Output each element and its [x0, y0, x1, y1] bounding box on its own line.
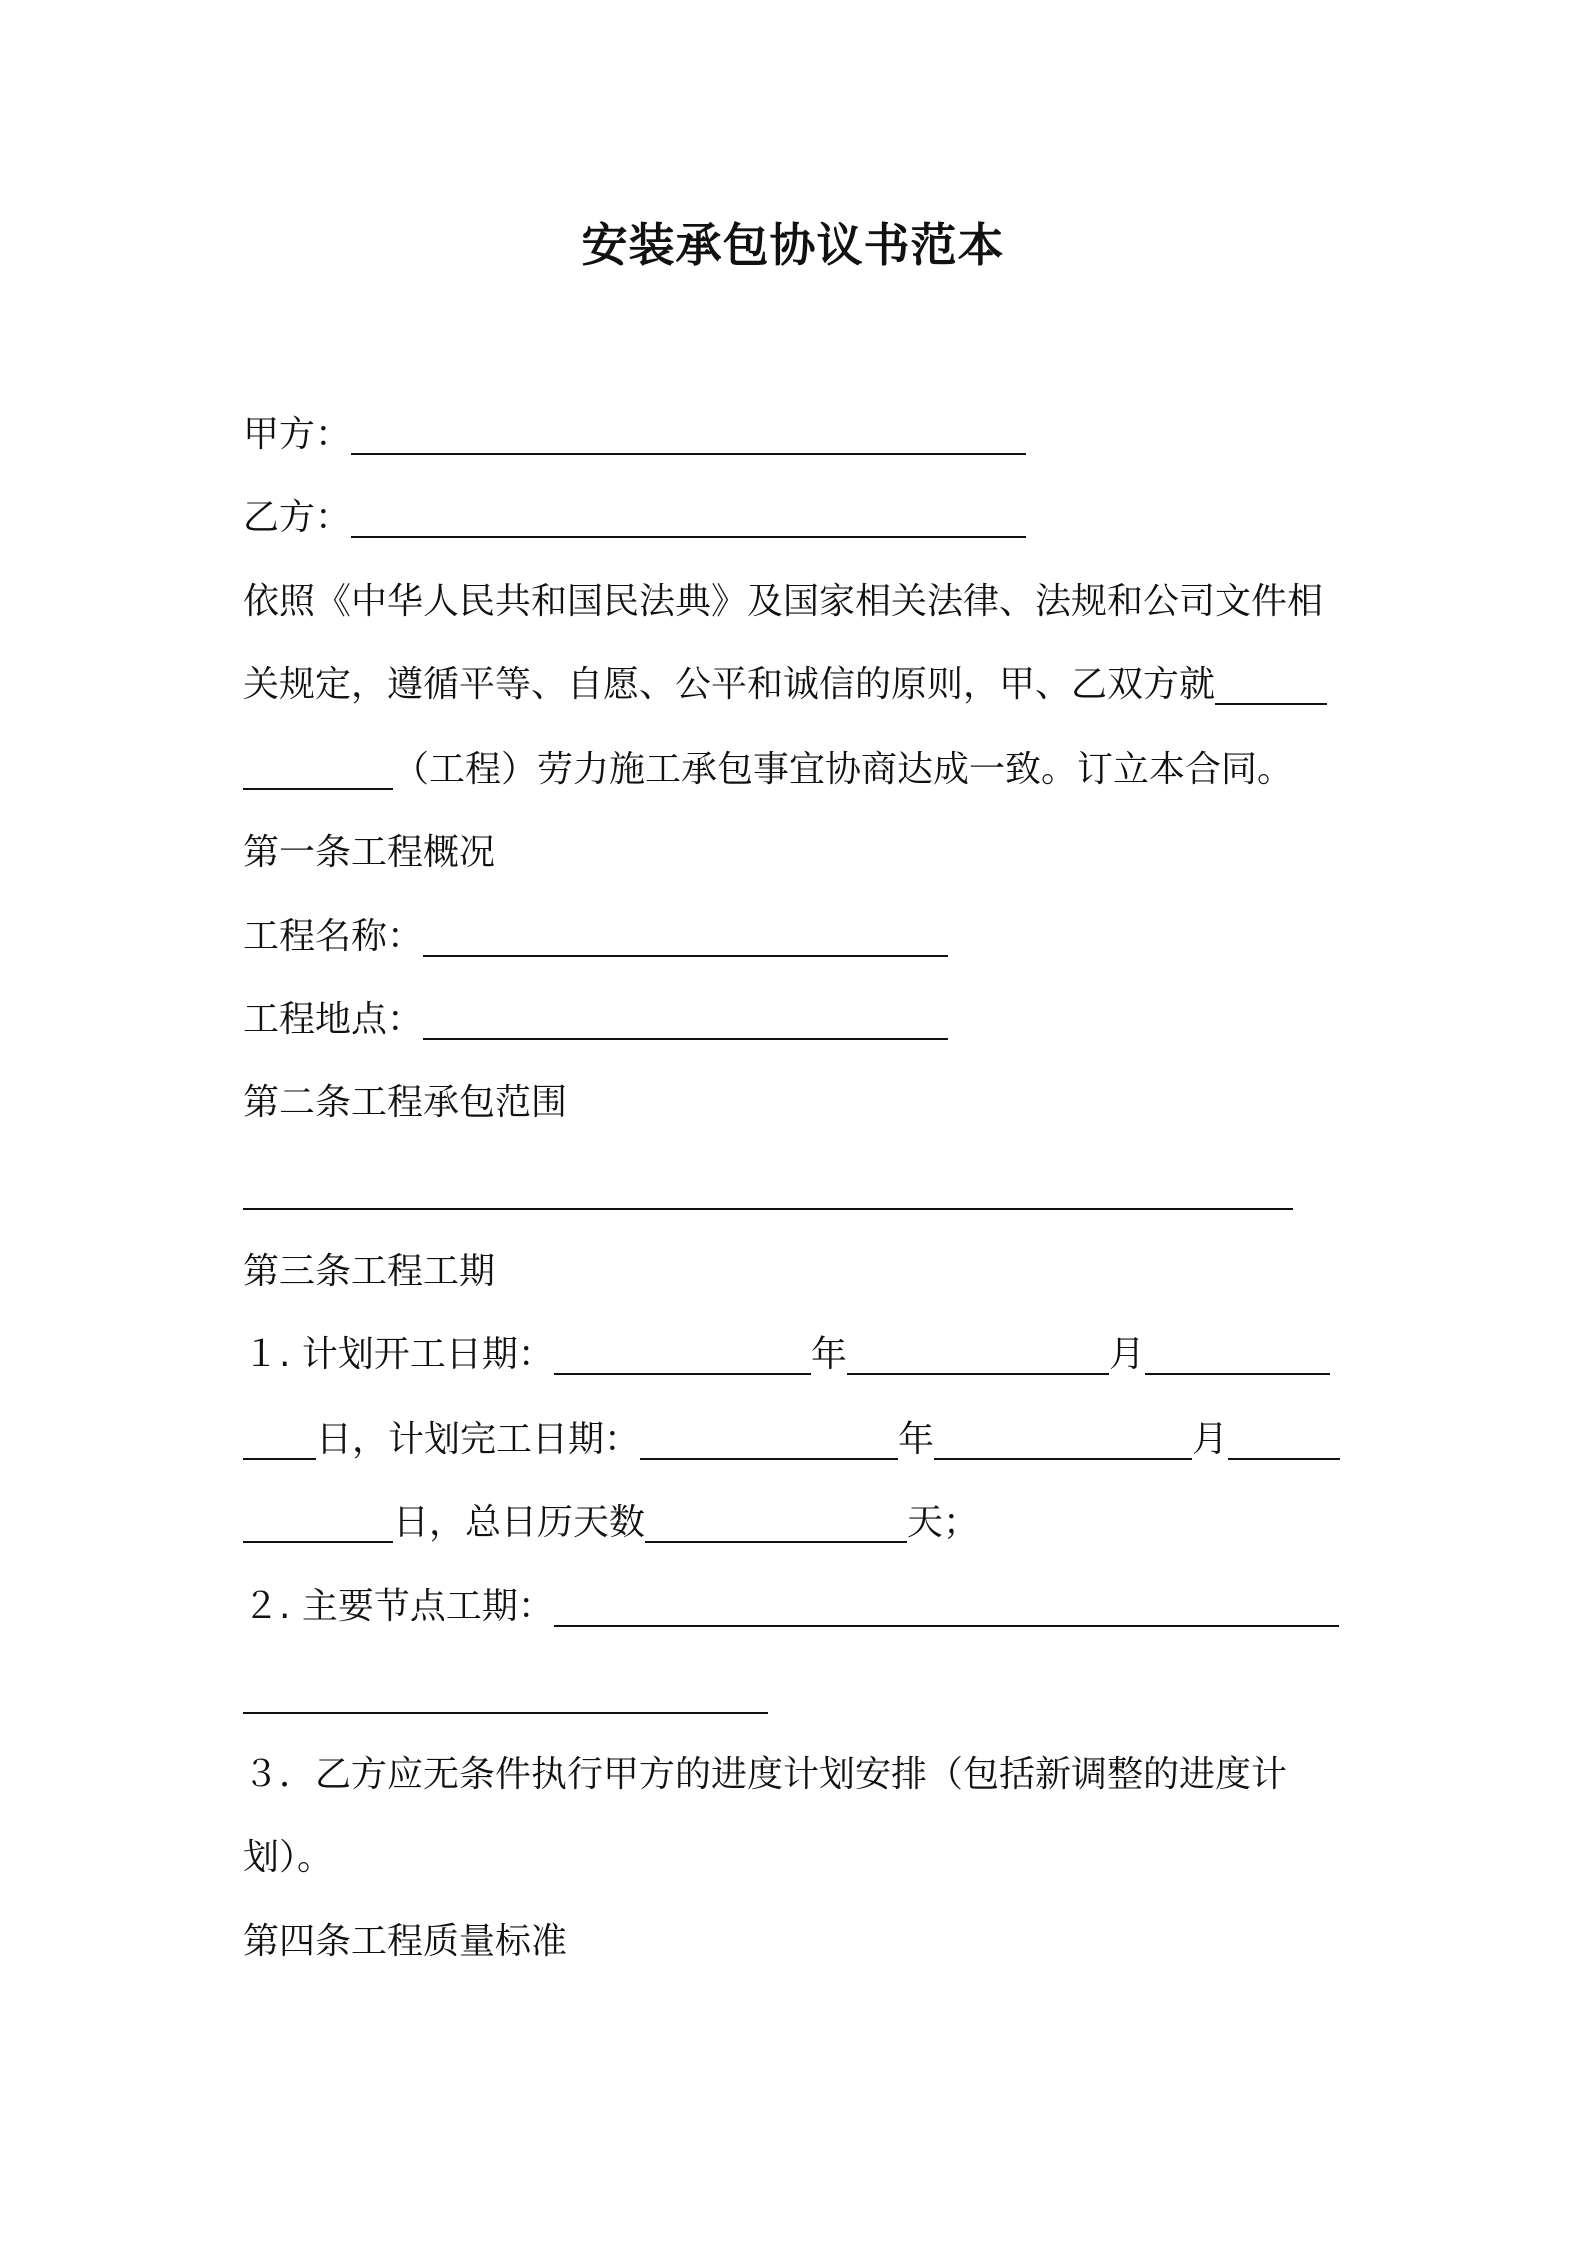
article-2-heading: 第二条工程承包范围	[243, 1082, 568, 1123]
project-blank-b	[243, 744, 393, 790]
item-2-label: ２. 主要节点工期：	[243, 1586, 554, 1627]
document-title: 安装承包协议书范本	[581, 218, 1005, 272]
item-1-day-end-label: 日，计划完工日期：	[316, 1419, 641, 1460]
project-location-row	[243, 990, 948, 1050]
start-month-blank	[847, 1329, 1109, 1375]
project-location-blank	[423, 994, 948, 1040]
article-1-heading: 第一条工程概况	[243, 832, 496, 873]
end-day-blank-b	[243, 1497, 393, 1543]
project-name-blank	[423, 911, 948, 957]
item-1-line-3	[243, 1493, 979, 1553]
start-year-unit: 年	[810, 1334, 847, 1375]
preamble-line-1: 依照《中华人民共和国民法典》及国家相关法律、法规和公司文件相	[243, 581, 1324, 622]
start-day-blank-b	[243, 1414, 316, 1460]
end-year-unit: 年	[898, 1419, 935, 1460]
project-location-label: 工程地点：	[243, 999, 424, 1040]
end-day-blank-a	[1228, 1414, 1340, 1460]
party-a-label: 甲方：	[243, 414, 352, 455]
item-3-line-1: ３．乙方应无条件执行甲方的进度计划安排（包括新调整的进度计	[243, 1754, 1288, 1795]
start-month-unit: 月	[1108, 1334, 1145, 1375]
article-3-heading: 第三条工程工期	[243, 1251, 496, 1292]
preamble-line-3-text: （工程）劳力施工承包事宜协商达成一致。订立本合同。	[393, 749, 1294, 790]
party-b-label: 乙方：	[243, 497, 352, 538]
start-day-blank-a	[1145, 1329, 1330, 1375]
scope-blank-line	[243, 1208, 1293, 1210]
item-3-line-2: 划）。	[243, 1837, 334, 1878]
end-month-unit: 月	[1192, 1419, 1229, 1460]
project-blank-a	[1215, 659, 1327, 705]
party-b-row	[243, 488, 1026, 548]
item-2-line-1	[243, 1577, 1339, 1637]
article-4-heading: 第四条工程质量标准	[243, 1921, 568, 1962]
preamble-line-2	[243, 655, 1327, 715]
item-1-line-2	[243, 1410, 1340, 1470]
preamble-line-3	[243, 740, 1293, 800]
end-month-blank	[934, 1414, 1192, 1460]
party-b-blank	[351, 492, 1026, 538]
day-unit: 天；	[907, 1502, 980, 1543]
item-1-start-label: １. 计划开工日期：	[243, 1334, 554, 1375]
preamble-line-2-text: 关规定，遵循平等、自愿、公平和诚信的原则，甲、乙双方就	[243, 664, 1216, 705]
start-year-blank	[554, 1329, 811, 1375]
project-name-row	[243, 907, 948, 967]
party-a-row	[243, 405, 1026, 465]
milestone-blank-a	[554, 1581, 1339, 1627]
milestone-blank-b	[243, 1712, 768, 1714]
item-1-line-1	[243, 1325, 1330, 1385]
party-a-blank	[351, 409, 1026, 455]
day-total-label: 日，总日历天数	[393, 1502, 646, 1543]
project-name-label: 工程名称：	[243, 916, 424, 957]
end-year-blank	[640, 1414, 898, 1460]
total-days-blank	[645, 1497, 907, 1543]
